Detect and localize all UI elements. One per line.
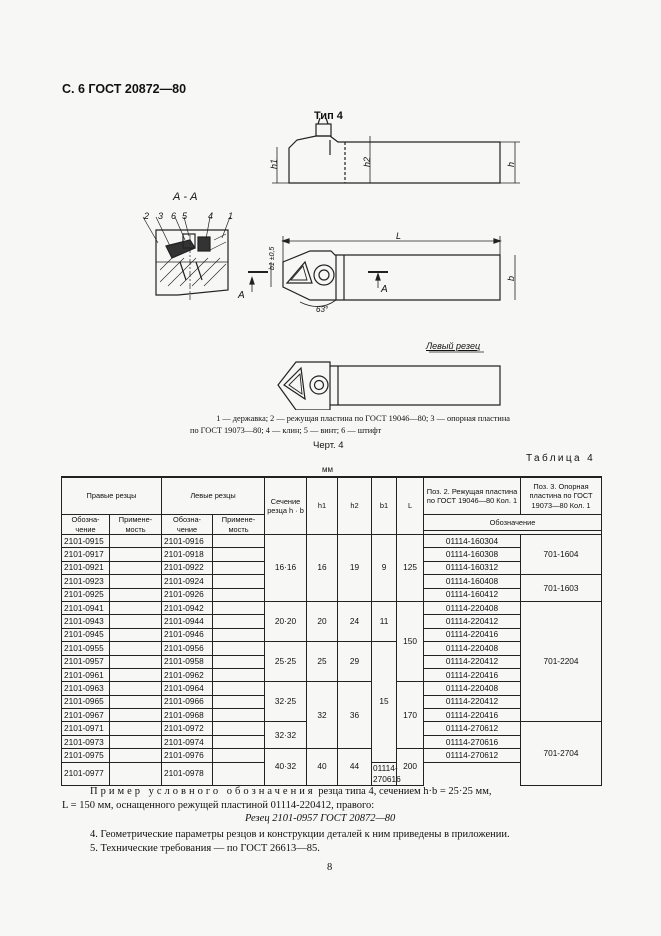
section-cell: 32·25	[265, 682, 307, 722]
b1-cell: 9	[372, 535, 397, 602]
right-code: 2101-0965	[62, 695, 110, 708]
dim-h: h	[506, 161, 516, 167]
part-label-2: 2	[144, 211, 150, 221]
header-left-application: Примене-мость	[213, 515, 265, 535]
units-label: мм	[322, 465, 333, 474]
left-code: 2101-0962	[162, 668, 213, 681]
dim-h2: h2	[362, 156, 372, 167]
left-code: 2101-0958	[162, 655, 213, 668]
part-label-1: 1	[228, 211, 234, 221]
right-code: 2101-0943	[62, 615, 110, 628]
insert-code: 01114-270612	[424, 749, 521, 762]
dim-h1: h1	[269, 158, 279, 169]
legend-line-2: по ГОСТ 19073—80; 4 — клин; 5 — винт; 6 — штифт	[190, 426, 382, 435]
section-cell: 32·32	[265, 722, 307, 749]
empty-application-cell	[213, 575, 265, 588]
insert-code: 01114-160304	[424, 535, 521, 548]
insert-code: 01114-270616	[424, 735, 521, 748]
right-code: 2101-0917	[62, 548, 110, 561]
insert-code: 01114-220416	[424, 709, 521, 722]
right-code: 2101-0923	[62, 575, 110, 588]
insert-code: 01114-160312	[424, 561, 521, 574]
table-row	[62, 535, 602, 548]
header-right-cutters: Правые резцы	[62, 477, 162, 515]
empty-application-cell	[110, 749, 162, 762]
header-h1: h1	[307, 477, 338, 535]
section-cell: 40·32	[265, 749, 307, 785]
empty-application-cell	[110, 575, 162, 588]
table-row	[62, 601, 602, 614]
empty-application-cell	[110, 628, 162, 641]
insert-code: 01114-220408	[424, 601, 521, 614]
h2-cell: 36	[338, 682, 372, 749]
empty-application-cell	[110, 682, 162, 695]
side-view	[272, 118, 520, 183]
table-row	[62, 749, 602, 762]
section-cell: 16·16	[265, 535, 307, 602]
empty-application-cell	[213, 735, 265, 748]
drawing-title: Черт. 4	[313, 440, 344, 451]
page-number: 8	[327, 862, 333, 873]
table-row	[62, 682, 602, 695]
empty-application-cell	[110, 762, 162, 785]
empty-application-cell	[110, 655, 162, 668]
insert-code: 01114-160412	[424, 588, 521, 601]
left-code: 2101-0964	[162, 682, 213, 695]
insert-code: 01114-160408	[424, 575, 521, 588]
example-paragraph	[62, 785, 602, 813]
right-code: 2101-0955	[62, 642, 110, 655]
left-code: 2101-0924	[162, 575, 213, 588]
note-4: 4. Геометрические параметры резцов и конструкции деталей к ним приведены в приложении.	[90, 829, 510, 840]
insert-code: 01114-220412	[424, 695, 521, 708]
right-code: 2101-0925	[62, 588, 110, 601]
header-left-designation: Обозна-чение	[162, 515, 213, 535]
section-cell: 20·20	[265, 601, 307, 641]
left-code: 2101-0916	[162, 535, 213, 548]
empty-application-cell	[213, 628, 265, 641]
left-code: 2101-0918	[162, 548, 213, 561]
empty-application-cell	[213, 655, 265, 668]
example-rest-1: резца типа 4, сечением h·b = 25·25 мм,	[315, 786, 492, 797]
support-code: 701-2204	[521, 601, 602, 722]
dim-L: L	[396, 231, 402, 241]
example-rest-2: L = 150 мм, оснащенного режущей пластиной 01114-220412, правого:	[62, 800, 375, 811]
header-right-designation: Обозна-чение	[62, 515, 110, 535]
L-cell: 170	[397, 682, 424, 749]
angle-label: 63°	[316, 305, 329, 314]
left-code: 2101-0926	[162, 588, 213, 601]
header-h2: h2	[338, 477, 372, 535]
part-label-3: 3	[158, 211, 164, 221]
left-code: 2101-0942	[162, 601, 213, 614]
support-code: 701-2704	[521, 722, 602, 785]
right-code: 2101-0975	[62, 749, 110, 762]
insert-code: 01114-220416	[424, 628, 521, 641]
part-label-5: 5	[182, 211, 188, 221]
insert-code: 01114-220408	[424, 682, 521, 695]
insert-code: 01114-270616	[373, 762, 401, 784]
spec-table	[61, 476, 602, 786]
empty-application-cell	[110, 668, 162, 681]
h2-cell: 29	[338, 642, 372, 682]
L-cell: 125	[397, 535, 424, 602]
h1-cell: 32	[307, 682, 338, 749]
empty-application-cell	[213, 548, 265, 561]
empty-application-cell	[213, 642, 265, 655]
header-section: Сечение резца h · b	[265, 477, 307, 535]
h1-cell: 16	[307, 535, 338, 602]
header-right-application: Примене-мость	[110, 515, 162, 535]
table-row	[62, 642, 602, 655]
section-cell: 25·25	[265, 642, 307, 682]
h1-cell: 20	[307, 601, 338, 641]
figure-legend	[150, 413, 510, 437]
insert-code: 01114-220412	[424, 615, 521, 628]
right-code: 2101-0921	[62, 561, 110, 574]
empty-application-cell	[110, 722, 162, 735]
insert-code: 01114-220412	[424, 655, 521, 668]
left-code: 2101-0966	[162, 695, 213, 708]
L-cell: 150	[397, 601, 424, 681]
h2-cell: 24	[338, 601, 372, 641]
header-pos3: Поз. 3. Опорная пластина по ГОСТ 19073—80 Кол. 1	[521, 477, 602, 515]
empty-application-cell	[213, 682, 265, 695]
legend-line-1: 1 — державка; 2 — режущая пластина по ГОСТ 19046—80; 3 — опорная пластина	[216, 414, 510, 423]
left-code: 2101-0944	[162, 615, 213, 628]
header-designation-span: Обозначение	[424, 515, 602, 531]
empty-application-cell	[213, 722, 265, 735]
empty-application-cell	[213, 588, 265, 601]
header-pos2: Поз. 2. Режущая пластина по ГОСТ 19046—80 Кол. 1	[424, 477, 521, 515]
left-code: 2101-0968	[162, 709, 213, 722]
left-code: 2101-0978	[162, 762, 213, 785]
header-L: L	[397, 477, 424, 535]
left-code: 2101-0974	[162, 735, 213, 748]
right-code: 2101-0957	[62, 655, 110, 668]
insert-code: 01114-160308	[424, 548, 521, 561]
left-code: 2101-0972	[162, 722, 213, 735]
header-b1: b1	[372, 477, 397, 535]
right-code: 2101-0963	[62, 682, 110, 695]
h1-cell: 40	[307, 749, 338, 785]
b1-cell: 11	[372, 601, 397, 641]
empty-application-cell	[110, 535, 162, 548]
table-title: Таблица 4	[526, 453, 596, 464]
h2-cell: 19	[338, 535, 372, 602]
right-code: 2101-0941	[62, 601, 110, 614]
dim-b: b	[506, 275, 516, 281]
technical-drawing	[0, 0, 661, 410]
part-label-6: 6	[171, 211, 177, 221]
section-view	[143, 217, 230, 300]
insert-code: 01114-220416	[424, 668, 521, 681]
right-code: 2101-0961	[62, 668, 110, 681]
example-spaced: Пример условного обозначения	[90, 786, 316, 797]
empty-application-cell	[213, 709, 265, 722]
dim-b1: b1 ±0,5	[269, 246, 276, 270]
left-code: 2101-0956	[162, 642, 213, 655]
right-code: 2101-0971	[62, 722, 110, 735]
empty-application-cell	[213, 561, 265, 574]
left-code: 2101-0922	[162, 561, 213, 574]
b1-cell: 15	[372, 642, 397, 763]
empty-application-cell	[213, 762, 265, 785]
h2-cell: 44	[338, 749, 372, 785]
h1-cell: 25	[307, 642, 338, 682]
empty-application-cell	[213, 668, 265, 681]
empty-application-cell	[110, 735, 162, 748]
empty-application-cell	[110, 548, 162, 561]
empty-application-cell	[110, 601, 162, 614]
right-code: 2101-0977	[62, 762, 110, 785]
insert-code: 01114-220408	[424, 642, 521, 655]
empty-application-cell	[213, 601, 265, 614]
empty-application-cell	[213, 535, 265, 548]
top-view	[248, 236, 515, 307]
empty-application-cell	[110, 695, 162, 708]
part-label-4: 4	[208, 211, 214, 221]
left-cutter-view	[278, 352, 500, 410]
support-code: 701-1603	[521, 575, 602, 602]
section-mark-left: А	[238, 290, 245, 301]
type-label: Тип 4	[314, 110, 343, 122]
empty-application-cell	[110, 615, 162, 628]
support-code: 701-1604	[521, 535, 602, 575]
section-mark-right: А	[381, 284, 388, 295]
right-code: 2101-0945	[62, 628, 110, 641]
note-5: 5. Технические требования — по ГОСТ 26613—85.	[90, 843, 320, 854]
header-left-cutters: Левые резцы	[162, 477, 265, 515]
empty-application-cell	[213, 615, 265, 628]
insert-code: 01114-270612	[424, 722, 521, 735]
left-code: 2101-0976	[162, 749, 213, 762]
empty-application-cell	[110, 561, 162, 574]
empty-application-cell	[110, 588, 162, 601]
page-header: С. 6 ГОСТ 20872—80	[62, 82, 187, 96]
empty-application-cell	[213, 695, 265, 708]
L-cell: 200	[397, 749, 424, 785]
right-code: 2101-0915	[62, 535, 110, 548]
right-code: 2101-0967	[62, 709, 110, 722]
left-cutter-label: Левый резец	[426, 341, 481, 351]
right-code: 2101-0973	[62, 735, 110, 748]
section-label: А - А	[173, 191, 198, 203]
designation-example: Резец 2101-0957 ГОСТ 20872—80	[245, 813, 396, 824]
left-code: 2101-0946	[162, 628, 213, 641]
empty-application-cell	[110, 642, 162, 655]
empty-application-cell	[213, 749, 265, 762]
empty-application-cell	[110, 709, 162, 722]
